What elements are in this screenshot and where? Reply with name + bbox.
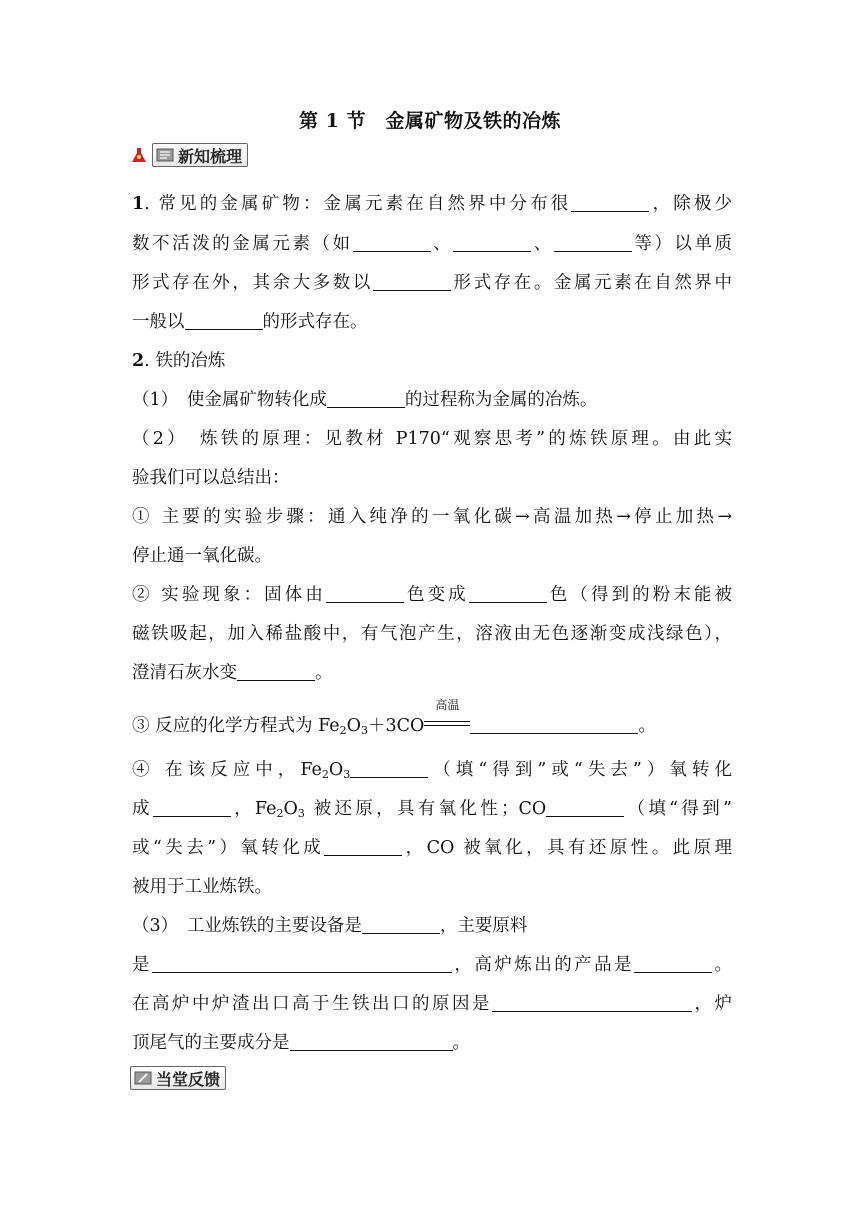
- blank[interactable]: [326, 584, 404, 603]
- p2-s1: （1） 使金属矿物转化成 的过程称为金属的冶炼。: [132, 390, 598, 410]
- blank[interactable]: [470, 715, 638, 734]
- p2-c2-line-2: 磁铁吸起，加入稀盐酸中，有气泡产生，溶液由无色逐渐变成浅绿色），: [132, 624, 732, 644]
- book-icon: [156, 148, 174, 162]
- p2-heading: 2. 铁的冶炼: [132, 351, 226, 371]
- p2-c4-line-2: 成 ，$Fe_2O_3$ 被还原，具有氧化性；CO （填“得到”: [132, 799, 732, 820]
- p2-s3-line-2: 是 ，高炉炼出的产品是 。: [132, 955, 733, 975]
- blank[interactable]: [362, 915, 440, 934]
- blank[interactable]: [492, 993, 692, 1012]
- p2-c2-line-3: 澄清石灰水变 。: [132, 663, 333, 683]
- blank[interactable]: [554, 233, 632, 252]
- p2-c1-line-1: ① 主要的实验步骤：通入纯净的一氧化碳→高温加热→停止加热→: [132, 507, 732, 527]
- section-badge-new: [130, 143, 248, 167]
- section-feedback-label: 当堂反馈: [156, 1069, 221, 1089]
- blank[interactable]: [327, 389, 405, 408]
- p2-s3-line-1: （3） 工业炼铁的主要设备是 ，主要原料: [132, 916, 528, 936]
- p2-c2-line-1: ② 实验现象：固体由 色变成 色（得到的粉末能被: [132, 585, 733, 605]
- p2-c1-line-2: 停止通一氧化碳。: [132, 546, 272, 566]
- page-title: 第 1 节 金属矿物及铁的冶炼: [299, 110, 561, 132]
- blank[interactable]: [324, 837, 402, 856]
- blank[interactable]: [350, 759, 428, 778]
- p1-line-3: 形式存在外，其余大多数以 形式存在。金属元素在自然界中: [132, 273, 733, 293]
- flask-icon: [130, 145, 148, 165]
- blank[interactable]: [185, 311, 263, 330]
- section-feedback-box: [130, 1066, 226, 1090]
- blank[interactable]: [237, 662, 315, 681]
- blank[interactable]: [546, 798, 624, 817]
- section-new-label: 新知梳理: [178, 146, 243, 166]
- blank[interactable]: [152, 954, 452, 973]
- section-badge-feedback: [130, 1066, 226, 1090]
- blank[interactable]: [571, 193, 649, 212]
- blank[interactable]: [373, 272, 451, 291]
- p2-s3-line-3: 在高炉中炉渣出口高于生铁出口的原因是 ，炉: [132, 994, 732, 1014]
- p2-c4-line-3: 或“失去”）氧转化成 ，CO 被氧化，具有还原性。此原理: [132, 838, 732, 858]
- p2-c3-equation: ③ 反应的化学方程式为 $Fe_2O_3+3CO$ 高温 。: [132, 698, 656, 737]
- p2-s3-line-4: 顶尾气的主要成分是 。: [132, 1033, 470, 1053]
- p1-line-2: 数不活泼的金属元素（如 、 、 等）以单质: [132, 234, 733, 254]
- blank[interactable]: [469, 584, 547, 603]
- blank[interactable]: [353, 233, 431, 252]
- blank[interactable]: [634, 954, 712, 973]
- blank[interactable]: [153, 798, 231, 817]
- blank[interactable]: [290, 1032, 453, 1051]
- reaction-arrow: 高温: [424, 715, 470, 733]
- pencil-icon: [134, 1071, 152, 1085]
- p1-line-4: 一般以 的形式存在。: [132, 312, 368, 332]
- section-new-box: [152, 143, 248, 167]
- p2-c4-line-1: ④ 在该反应中，$Fe_2O_3$ （填“得到”或“失去”）氧转化: [132, 760, 732, 781]
- p2-s2-line-2: 验我们可以总结出：: [132, 468, 290, 488]
- blank[interactable]: [453, 233, 531, 252]
- p2-s2-line-1: （2） 炼铁的原理：见教材 P170“观察思考”的炼铁原理。由此实: [132, 429, 732, 449]
- p2-c4-line-4: 被用于工业炼铁。: [132, 877, 272, 897]
- p1-line-1: 1. 常见的金属矿物：金属元素在自然界中分布很 ，除极少: [132, 194, 733, 214]
